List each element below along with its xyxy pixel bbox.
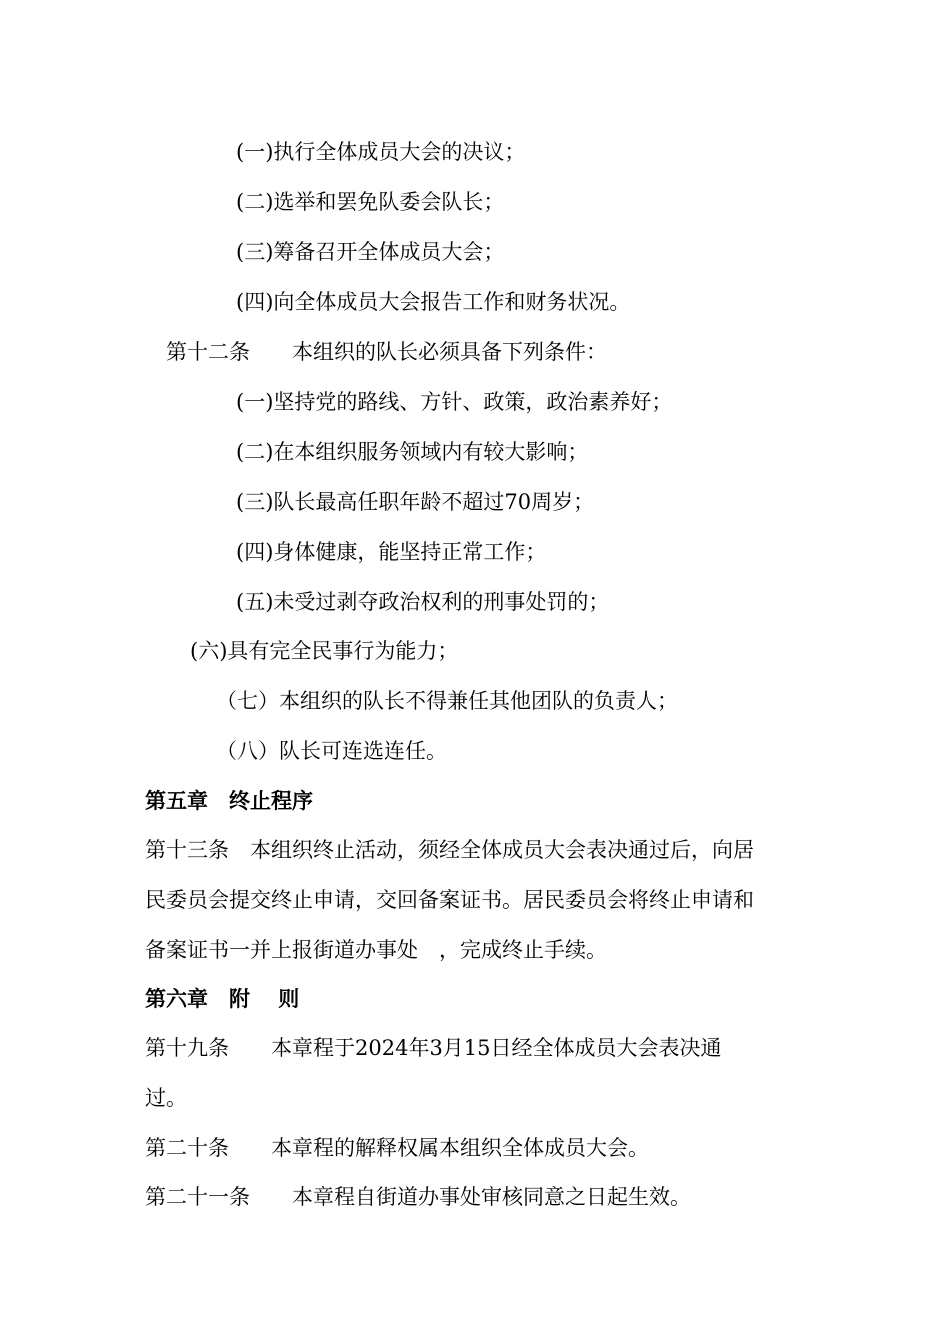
duty-item-3: (三)筹备召开全体成员大会；	[236, 240, 505, 264]
article-13-line-1: 第十三条 本组织终止活动，须经全体成员大会表决通过后，向居	[145, 838, 754, 862]
article-13-line-2: 民委员会提交终止申请，交回备案证书。居民委员会将终止申请和	[145, 888, 754, 912]
condition-item-2: (二)在本组织服务领域内有较大影响；	[236, 440, 589, 464]
chapter-6-title: 第六章 附 则	[145, 986, 300, 1011]
condition-item-7: （七）本组织的队长不得兼任其他团队的负责人；	[216, 689, 678, 713]
chapter-5-title: 第五章 终止程序	[145, 788, 313, 813]
article-19-line-2: 过。	[145, 1086, 187, 1110]
condition-item-6: (六)具有完全民事行为能力；	[190, 639, 459, 663]
duty-item-2: (二)选举和罢免队委会队长；	[236, 190, 505, 214]
article-13-line-3: 备案证书一并上报街道办事处 ，完成终止手续。	[145, 938, 607, 962]
article-21: 第二十一条 本章程自街道办事处审核同意之日起生效。	[145, 1185, 691, 1209]
article-19-line-1: 第十九条 本章程于2024年3月15日经全体成员大会表决通	[145, 1036, 722, 1060]
article-12-heading: 第十二条 本组织的队长必须具备下列条件：	[166, 340, 607, 364]
article-20: 第二十条 本章程的解释权属本组织全体成员大会。	[145, 1136, 649, 1160]
condition-item-1: (一)坚持党的路线、方针、政策，政治素养好；	[236, 390, 673, 414]
condition-item-4: (四)身体健康，能坚持正常工作；	[236, 540, 547, 564]
condition-item-5: (五)未受过剥夺政治权利的刑事处罚的；	[236, 590, 610, 614]
duty-item-4: (四)向全体成员大会报告工作和财务状况。	[236, 290, 631, 314]
condition-item-3: (三)队长最高任职年龄不超过70周岁；	[236, 490, 595, 514]
duty-item-1: (一)执行全体成员大会的决议；	[236, 140, 526, 164]
condition-item-8: （八）队长可连选连任。	[216, 739, 447, 763]
